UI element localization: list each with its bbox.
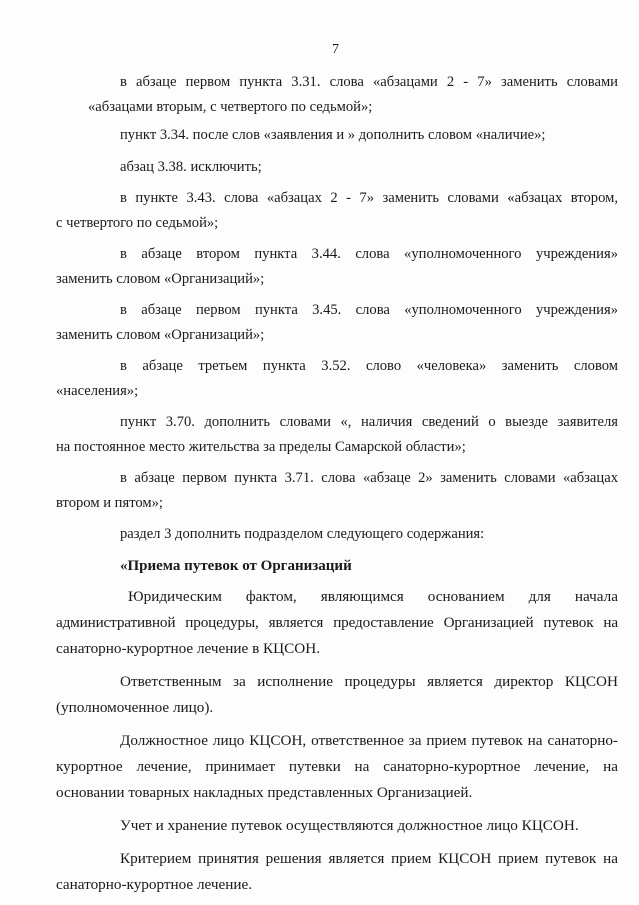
- paragraph-line: пункт 3.70. дополнить словами «, наличия сведений о выезде заявителя: [120, 414, 618, 430]
- paragraph-line: санаторно-курортное лечение в КЦСОН.: [56, 640, 321, 657]
- paragraph-line: (уполномоченное лицо).: [56, 699, 214, 716]
- paragraph-line: «абзацами вторым, с четвертого по седьмой»;: [88, 98, 373, 115]
- paragraph-line: в абзаце первом пункта 3.31. слова «абзацами 2 - 7» заменить словами: [120, 74, 618, 90]
- paragraph-responsible: [56, 669, 618, 721]
- paragraph-amend-3-44: [56, 242, 618, 291]
- paragraph-add-subsection: [88, 522, 618, 547]
- paragraph-line: на постоянное место жительства за пределы Самарской области»;: [56, 438, 466, 455]
- subsection-heading: [88, 554, 618, 579]
- paragraph-amend-3-71: [56, 466, 618, 515]
- paragraph-amend-3-52: [56, 354, 618, 403]
- paragraph-line: Юридическим фактом, являющимся основанием для начала: [128, 588, 618, 605]
- paragraph-amend-3-45: [56, 298, 618, 347]
- paragraph-line: заменить словом «Организаций»;: [56, 326, 265, 343]
- paragraph-line: в абзаце первом пункта 3.45. слова «уполномоченного учреждения»: [120, 302, 618, 318]
- paragraph-amend-3-34: [88, 123, 618, 148]
- paragraph-amend-3-31: [88, 70, 618, 119]
- paragraph-criterion: [56, 846, 618, 898]
- paragraph-line: абзац 3.38. исключить;: [120, 158, 262, 175]
- paragraph-line: в абзаце втором пункта 3.44. слова «уполномоченного учреждения»: [120, 246, 618, 262]
- paragraph-line: санаторно-курортное лечение.: [56, 876, 253, 893]
- paragraph-legal-fact: [56, 584, 618, 662]
- paragraph-line: Учет и хранение путевок осуществляются должностное лицо КЦСОН.: [120, 817, 579, 834]
- subsection-heading-text: «Приема путевок от Организаций: [120, 557, 352, 574]
- paragraph-line: заменить словом «Организаций»;: [56, 270, 265, 287]
- paragraph-line: административной процедуры, является предоставление Организацией путевок на: [56, 614, 618, 631]
- paragraph-line: пункт 3.34. после слов «заявления и » дополнить словом «наличие»;: [120, 127, 546, 143]
- paragraph-line: Критерием принятия решения является прием КЦСОН прием путевок на: [120, 850, 618, 867]
- paragraph-line: Ответственным за исполнение процедуры является директор КЦСОН: [120, 673, 618, 690]
- page-number: 7: [332, 42, 339, 57]
- paragraph-line: «населения»;: [56, 382, 139, 399]
- paragraph-line: курортное лечение, принимает путевки на санаторно-курортное лечение, на: [56, 758, 618, 775]
- paragraph-accounting: [88, 813, 618, 839]
- paragraph-line: в абзаце третьем пункта 3.52. слово «человека» заменить словом: [120, 358, 618, 374]
- paragraph-amend-3-70: [56, 410, 618, 459]
- paragraph-amend-3-38: [88, 155, 618, 180]
- paragraph-line: Должностное лицо КЦСОН, ответственное за прием путевок на санаторно-: [120, 732, 618, 749]
- document-body: [56, 70, 618, 905]
- paragraph-amend-3-43: [56, 186, 618, 235]
- paragraph-line: с четвертого по седьмой»;: [56, 214, 219, 231]
- paragraph-line: основании товарных накладных представленных Организацией.: [56, 784, 473, 801]
- paragraph-line: втором и пятом»;: [56, 494, 163, 511]
- paragraph-line: в пункте 3.43. слова «абзацах 2 - 7» заменить словами «абзацах втором,: [120, 190, 618, 206]
- paragraph-official: [56, 728, 618, 806]
- paragraph-line: раздел 3 дополнить подразделом следующего содержания:: [120, 526, 485, 542]
- paragraph-line: в абзаце первом пункта 3.71. слова «абзаце 2» заменить словами «абзацах: [120, 470, 618, 486]
